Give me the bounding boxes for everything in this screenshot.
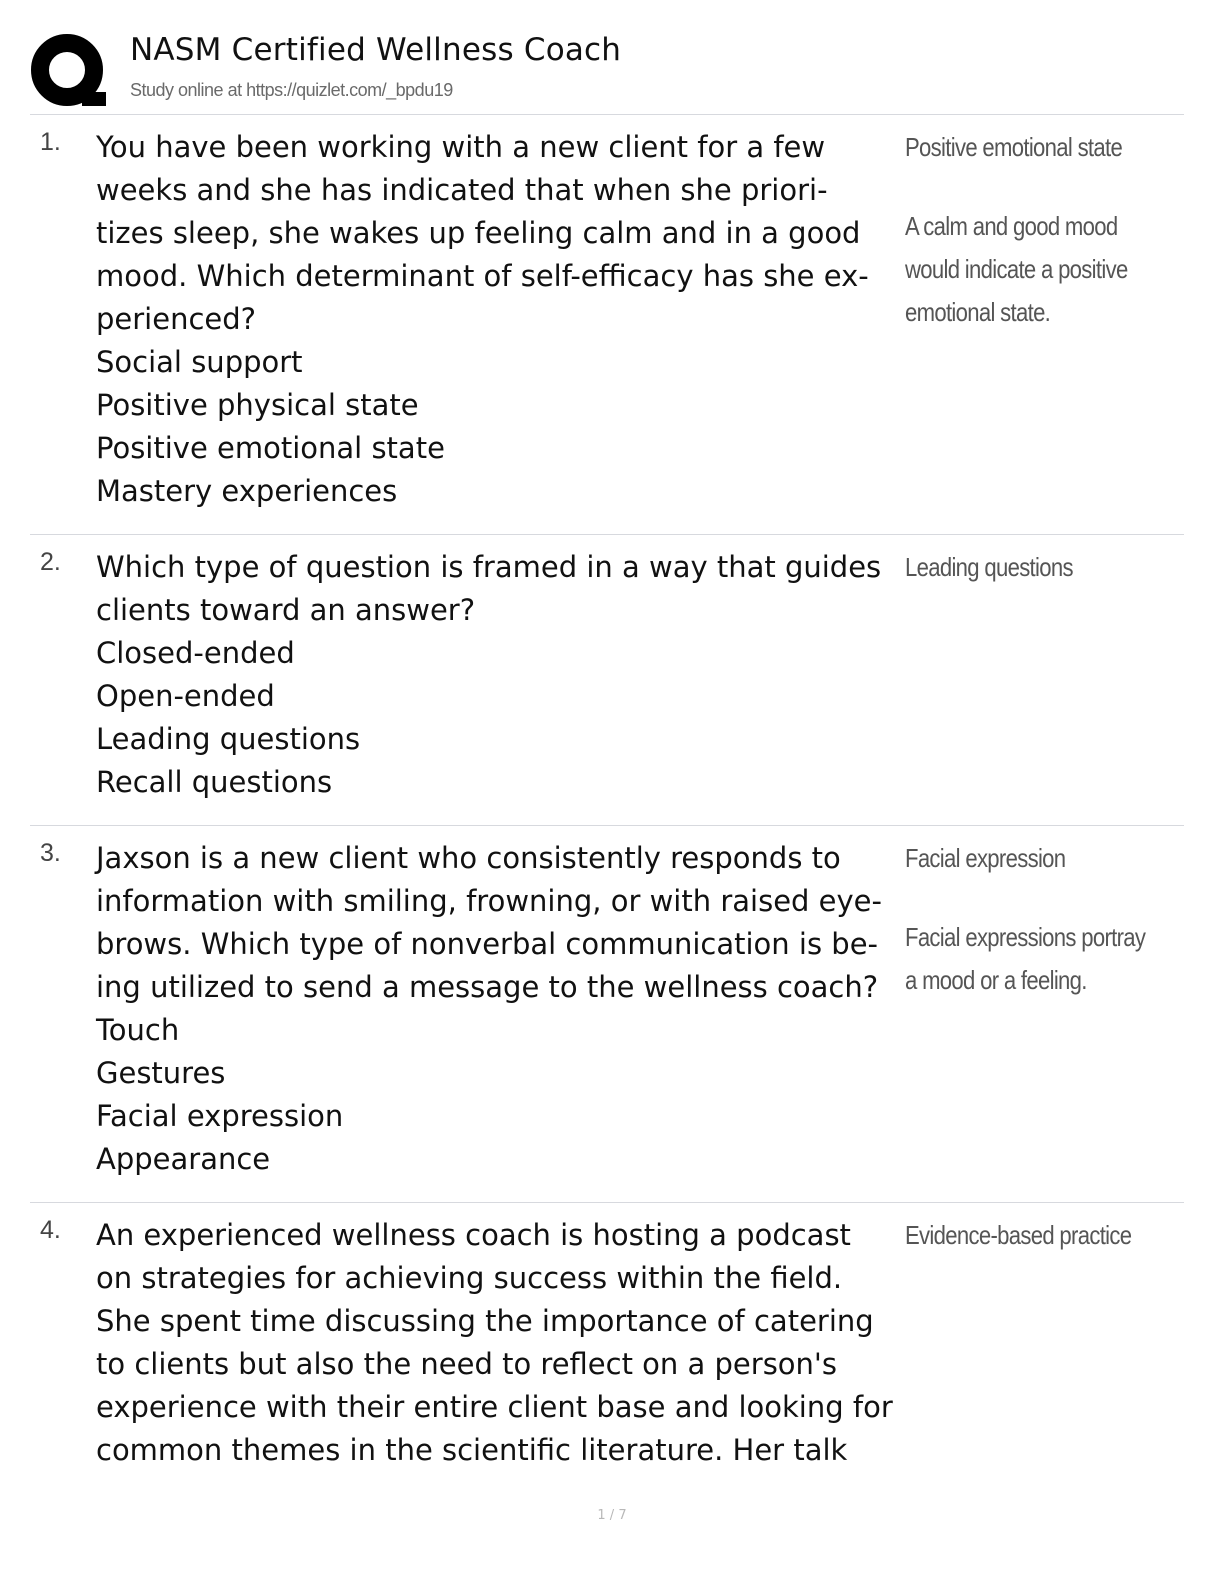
question-line: An experienced wellness coach is hosting a podcast: [96, 1218, 851, 1252]
question-line: She spent time discussing the importance of catering: [96, 1304, 874, 1338]
question-text: [96, 126, 896, 513]
correct-answer: Evidence-based practice: [905, 1220, 1132, 1250]
answer-option: Leading questions: [96, 722, 361, 756]
answer-explanation: [905, 205, 1169, 334]
question-line: perienced?: [96, 302, 257, 336]
question-text: [96, 1214, 926, 1472]
correct-answer: Facial expression: [905, 843, 1066, 873]
answer-option: Social support: [96, 345, 303, 379]
explanation-line: emotional state.: [905, 297, 1051, 327]
question-line: You have been working with a new client for a few: [96, 130, 826, 164]
answer-option: Positive physical state: [96, 388, 419, 422]
page-title: NASM Certified Wellness Coach: [130, 32, 622, 68]
question-line: ing utilized to send a message to the wellness coach?: [96, 970, 879, 1004]
answer-option: Recall questions: [96, 765, 333, 799]
question-number: 1.: [40, 128, 61, 156]
question-line: experience with their entire client base and looking for: [96, 1390, 893, 1424]
answer-option: Gestures: [96, 1056, 226, 1090]
question-line: information with smiling, frowning, or with raised eye-: [96, 884, 882, 918]
answer-option: Open-ended: [96, 679, 275, 713]
answer-column: [905, 837, 1169, 1002]
study-online-link[interactable]: Study online at https://quizlet.com/_bpdu19: [130, 80, 453, 100]
question-number: 4.: [40, 1216, 61, 1244]
answer-option: Touch: [96, 1013, 180, 1047]
answer-option: Appearance: [96, 1142, 271, 1176]
page-number: 1 / 7: [597, 1508, 627, 1523]
answer-column: [905, 1214, 1169, 1257]
question-line: tizes sleep, she wakes up feeling calm and in a good: [96, 216, 861, 250]
explanation-line: would indicate a positive: [905, 254, 1128, 284]
explanation-line: A calm and good mood: [905, 211, 1118, 241]
answer-column: [905, 126, 1169, 334]
page-header: [30, 28, 1182, 114]
question-line: to clients but also the need to reflect on a person's: [96, 1347, 838, 1381]
question-line: clients toward an answer?: [96, 593, 476, 627]
correct-answer: Leading questions: [905, 552, 1073, 582]
question-line: mood. Which determinant of self-efficacy has she ex-: [96, 259, 869, 293]
explanation-line: Facial expressions portray: [905, 922, 1146, 952]
question-number: 3.: [40, 839, 61, 867]
divider: [30, 825, 1184, 826]
question-number: 2.: [40, 548, 61, 576]
answer-option: Closed-ended: [96, 636, 295, 670]
divider: [30, 534, 1184, 535]
correct-answer: Positive emotional state: [905, 132, 1123, 162]
question-line: Which type of question is framed in a way that guides: [96, 550, 882, 584]
answer-option: Mastery experiences: [96, 474, 398, 508]
answer-explanation: [905, 916, 1169, 1002]
divider: [30, 1202, 1184, 1203]
explanation-line: a mood or a feeling.: [905, 965, 1087, 995]
divider: [30, 114, 1184, 115]
quizlet-logo-icon: [30, 32, 110, 112]
question-text: [96, 546, 926, 804]
answer-option: Positive emotional state: [96, 431, 445, 465]
question-line: common themes in the scientific literature. Her talk: [96, 1433, 848, 1467]
question-line: on strategies for achieving success within the field.: [96, 1261, 843, 1295]
answer-option: Facial expression: [96, 1099, 344, 1133]
question-line: brows. Which type of nonverbal communication is be-: [96, 927, 878, 961]
question-line: weeks and she has indicated that when she priori-: [96, 173, 828, 207]
question-line: Jaxson is a new client who consistently responds to: [96, 841, 841, 875]
question-text: [96, 837, 926, 1181]
answer-column: [905, 546, 1169, 589]
